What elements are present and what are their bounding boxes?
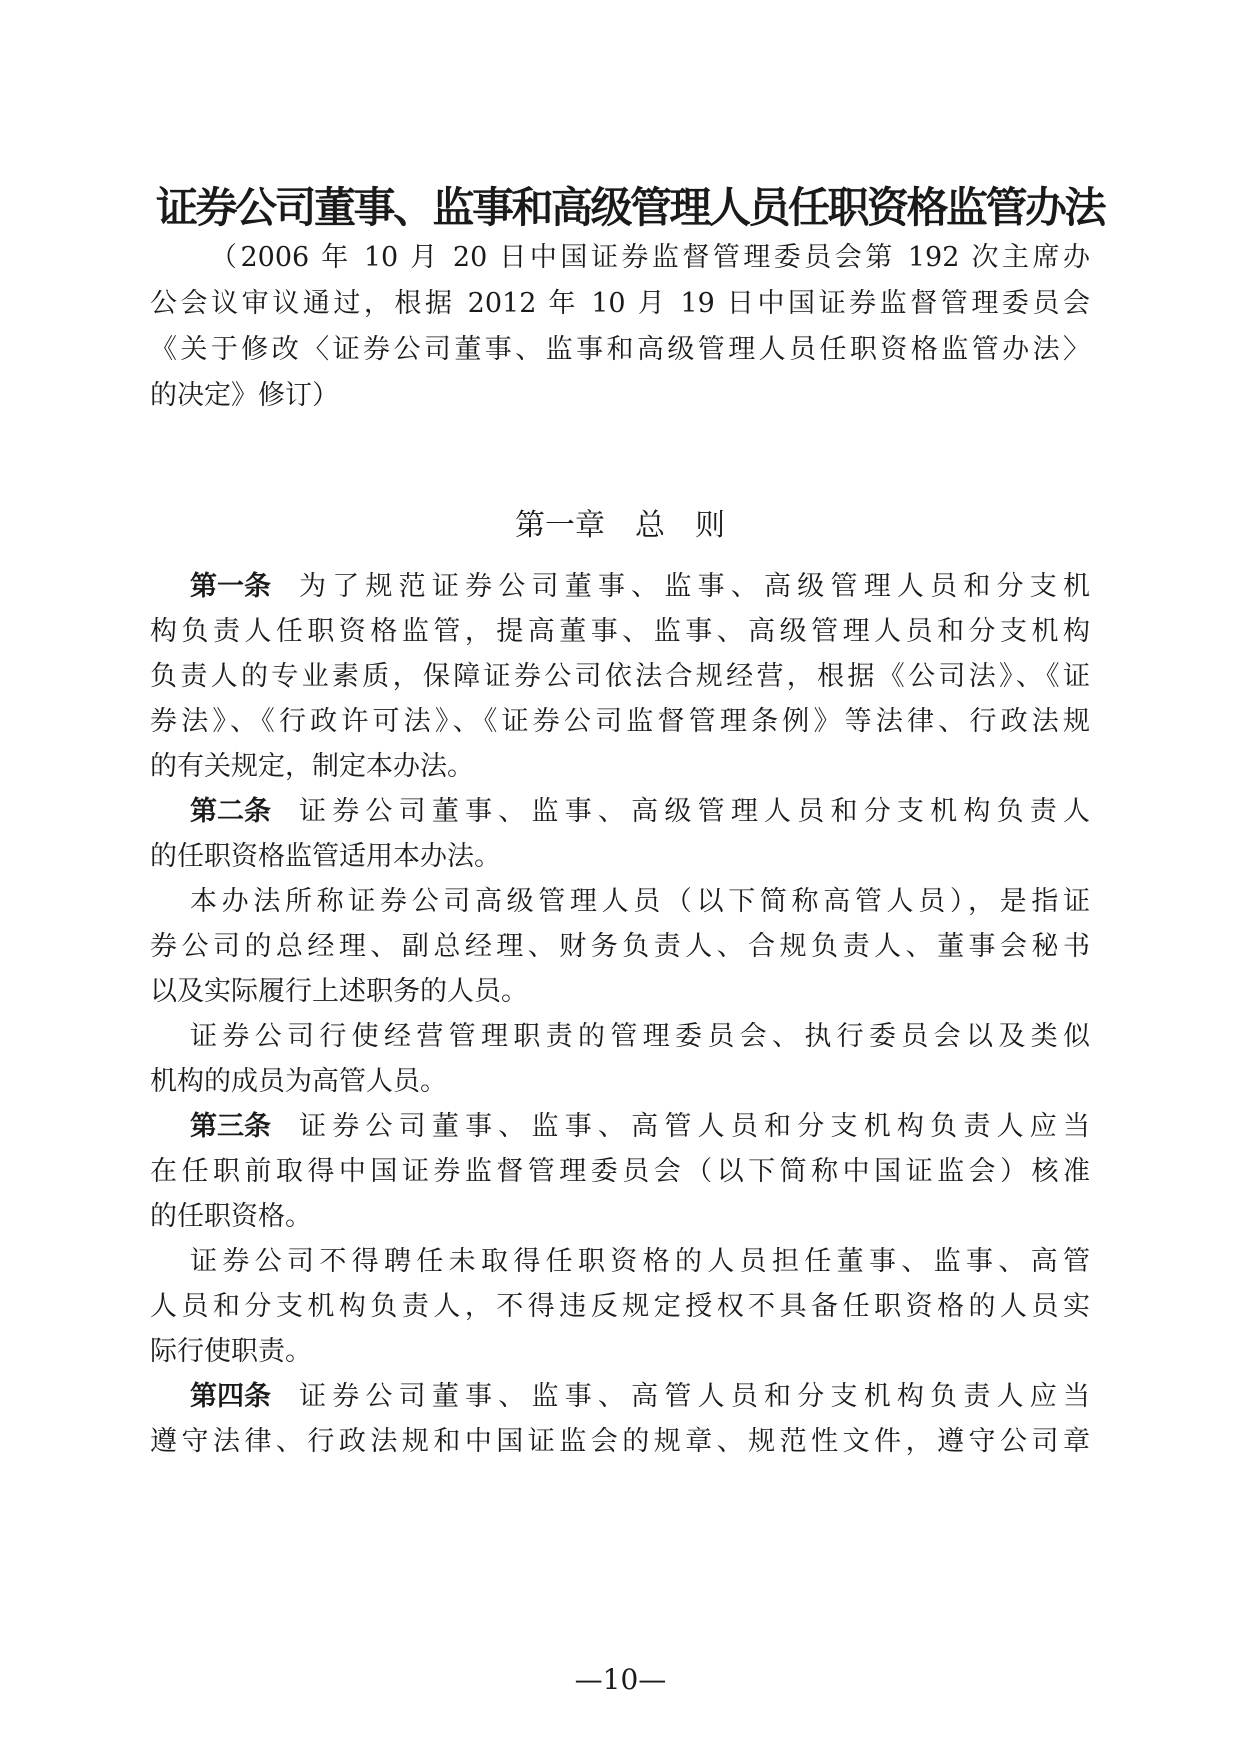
article-text: 证券公司董事、监事、高管人员和分支机构负责人应当 — [299, 1381, 1090, 1412]
chapter-heading: 第一章 总 则 — [515, 508, 725, 543]
body-line: 的任职资格。 — [150, 1201, 312, 1232]
article-label: 第三条 — [190, 1111, 271, 1142]
body-line: 的任职资格监管适用本办法。 — [150, 841, 501, 872]
body-line: 以及实际履行上述职务的人员。 — [150, 976, 528, 1007]
article-3-first-line — [190, 1107, 1090, 1147]
preamble-line-3: 《关于修改〈证券公司董事、监事和高级管理人员任职资格监管办法〉 — [150, 334, 1090, 365]
article-4-first-line — [190, 1377, 1090, 1417]
body-line: 本办法所称证券公司高级管理人员（以下简称高管人员），是指证 — [190, 886, 1090, 917]
body-line: 券公司的总经理、副总经理、财务负责人、合规负责人、董事会秘书 — [150, 931, 1090, 962]
article-text: 为了规范证券公司董事、监事、高级管理人员和分支机 — [299, 571, 1090, 602]
body-line: 负责人的专业素质，保障证券公司依法合规经营，根据《公司法》、《证 — [150, 661, 1090, 692]
body-line: 遵守法律、行政法规和中国证监会的规章、规范性文件，遵守公司章 — [150, 1426, 1090, 1457]
article-text: 证券公司董事、监事、高管人员和分支机构负责人应当 — [299, 1111, 1090, 1142]
body-line: 构负责人任职资格监管，提高董事、监事、高级管理人员和分支机构 — [150, 616, 1090, 647]
article-text: 证券公司董事、监事、高级管理人员和分支机构负责人 — [299, 796, 1090, 827]
document-title: 证券公司董事、监事和高级管理人员任职资格监管办法 — [155, 183, 1104, 232]
body-line: 证券公司不得聘任未取得任职资格的人员担任董事、监事、高管 — [190, 1246, 1090, 1277]
body-line: 的有关规定，制定本办法。 — [150, 751, 474, 782]
preamble-line-2: 公会议审议通过，根据 2012 年 10 月 19 日中国证券监督管理委员会 — [150, 288, 1090, 319]
article-1-first-line — [190, 567, 1090, 607]
article-label: 第二条 — [190, 796, 271, 827]
body-line: 人员和分支机构负责人，不得违反规定授权不具备任职资格的人员实 — [150, 1291, 1090, 1322]
body-line: 证券公司行使经营管理职责的管理委员会、执行委员会以及类似 — [190, 1021, 1090, 1052]
preamble-line-4: 的决定》修订） — [150, 380, 339, 411]
body-line: 际行使职责。 — [150, 1336, 312, 1367]
body-line: 券法》、《行政许可法》、《证券公司监督管理条例》等法律、行政法规 — [150, 706, 1090, 737]
page-number: —10— — [574, 1663, 667, 1696]
preamble-line-1: （2006 年 10 月 20 日中国证券监督管理委员会第 192 次主席办 — [210, 242, 1090, 273]
article-2-first-line — [190, 792, 1090, 832]
article-label: 第四条 — [190, 1381, 271, 1412]
body-line: 在任职前取得中国证券监督管理委员会（以下简称中国证监会）核准 — [150, 1156, 1090, 1187]
body-line: 机构的成员为高管人员。 — [150, 1066, 447, 1097]
article-label: 第一条 — [190, 571, 271, 602]
